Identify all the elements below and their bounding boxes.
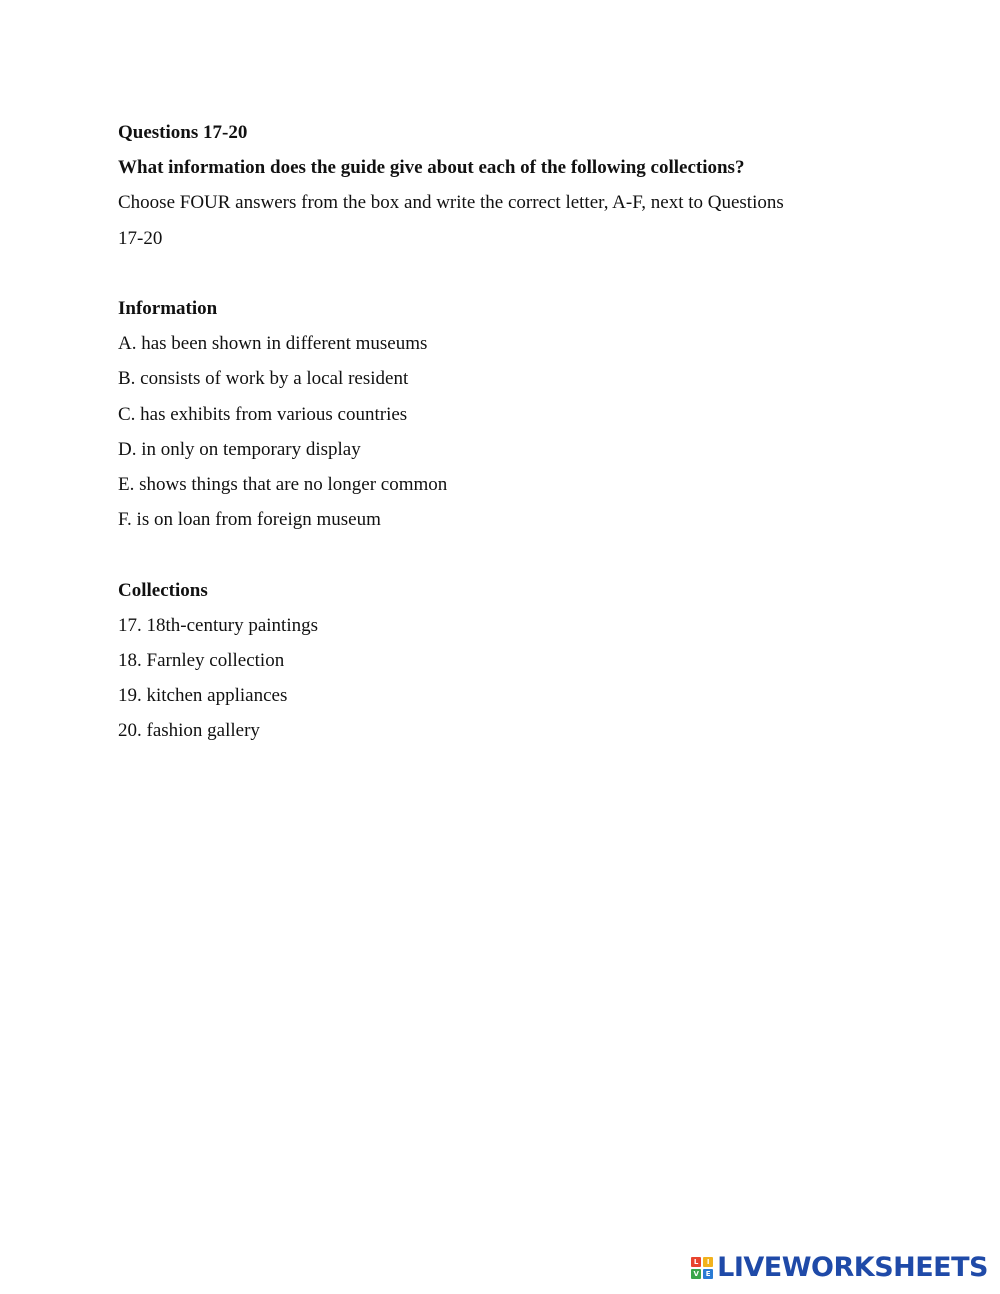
worksheet-content: [118, 115, 878, 749]
section-heading: Questions 17-20: [118, 122, 248, 143]
information-title: Information: [118, 298, 218, 319]
information-option-a: A. has been shown in different museums: [118, 333, 428, 355]
logo-mark-cell: E: [703, 1269, 713, 1279]
spacer: [118, 256, 878, 291]
spacer: [118, 537, 878, 572]
logo-mark-cell: I: [703, 1257, 713, 1267]
collection-item-20: 20. fashion gallery: [118, 720, 260, 742]
question-prompt: What information does the guide give about each of the following collections?: [118, 157, 745, 179]
collections-title: Collections: [118, 579, 208, 601]
liveworksheets-logo[interactable]: [691, 1252, 988, 1284]
logo-mark-cell: V: [691, 1269, 701, 1279]
logo-mark-icon: [691, 1257, 713, 1279]
information-option-b: B. consists of work by a local resident: [118, 368, 409, 390]
instruction-line-1: Choose FOUR answers from the box and write the correct letter, A-F, next to Questions: [118, 192, 784, 214]
logo-text: LIVEWORKSHEETS: [717, 1252, 988, 1283]
information-option-f: F. is on loan from foreign museum: [118, 509, 381, 531]
information-option-c: C. has exhibits from various countries: [118, 403, 408, 425]
collection-item-17: 17. 18th-century paintings: [118, 614, 318, 636]
information-option-d: D. in only on temporary display: [118, 438, 361, 460]
collection-item-19: 19. kitchen appliances: [118, 685, 288, 707]
collection-item-18: 18. Farnley collection: [118, 650, 285, 672]
information-option-e: E. shows things that are no longer common: [118, 474, 448, 496]
instruction-line-2: 17-20: [118, 227, 163, 249]
logo-mark-cell: L: [691, 1257, 701, 1267]
